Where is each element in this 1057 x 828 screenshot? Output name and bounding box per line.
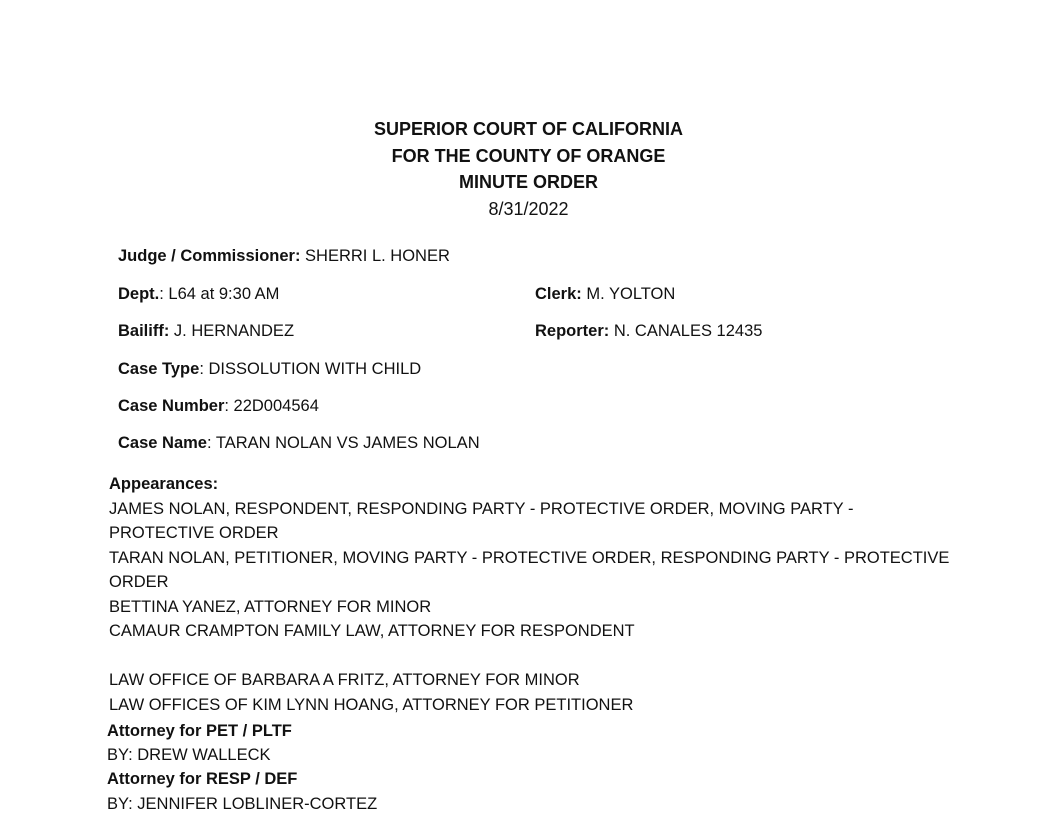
document-header xyxy=(0,116,1057,222)
appearance-line: LAW OFFICE OF BARBARA A FRITZ, ATTORNEY FOR MINOR xyxy=(109,671,580,689)
bailiff-label: Bailiff: xyxy=(118,322,170,340)
dept-label: Dept. xyxy=(118,285,160,303)
pet-attorney-value: BY: DREW WALLECK xyxy=(107,746,271,765)
blank-line xyxy=(109,644,1009,669)
county-name: FOR THE COUNTY OF ORANGE xyxy=(391,145,666,166)
judge-field xyxy=(118,247,450,266)
appearances-section xyxy=(109,472,1009,717)
court-name: SUPERIOR COURT OF CALIFORNIA xyxy=(374,119,683,139)
pet-attorney-label: Attorney for PET / PLTF xyxy=(107,722,292,740)
case-type-field xyxy=(118,360,421,379)
clerk-value: M. YOLTON xyxy=(581,285,676,303)
reporter-value: N. CANALES 12435 xyxy=(609,322,763,340)
clerk-field xyxy=(535,285,675,304)
judge-value: SHERRI L. HONER xyxy=(300,247,450,265)
clerk-label: Clerk: xyxy=(535,285,582,303)
appearance-line: TARAN NOLAN, PETITIONER, MOVING PARTY - PROTECTIVE ORDER, RESPONDING PARTY - PROTECTIVE xyxy=(109,548,950,567)
case-number-value: : 22D004564 xyxy=(224,397,319,415)
case-name-value: : TARAN NOLAN VS JAMES NOLAN xyxy=(206,434,480,452)
dept-field xyxy=(118,285,279,304)
case-name-field xyxy=(118,434,480,453)
case-number-field xyxy=(118,397,319,416)
document-type: MINUTE ORDER xyxy=(459,172,598,192)
attorneys-section xyxy=(107,719,377,816)
appearance-line: PROTECTIVE ORDER xyxy=(109,524,279,542)
bailiff-value: J. HERNANDEZ xyxy=(169,322,295,340)
resp-attorney-label: Attorney for RESP / DEF xyxy=(107,770,298,789)
appearance-line: JAMES NOLAN, RESPONDENT, RESPONDING PARTY - PROTECTIVE ORDER, MOVING PARTY - xyxy=(109,499,854,518)
case-type-value: : DISSOLUTION WITH CHILD xyxy=(199,360,422,378)
appearance-line: LAW OFFICES OF KIM LYNN HOANG, ATTORNEY FOR PETITIONER xyxy=(109,695,634,714)
appearances-title: Appearances: xyxy=(109,475,219,493)
appearance-line: ORDER xyxy=(109,573,169,591)
case-number-label: Case Number xyxy=(118,397,225,415)
appearance-line: CAMAUR CRAMPTON FAMILY LAW, ATTORNEY FOR RESPONDENT xyxy=(109,622,635,640)
case-type-label: Case Type xyxy=(118,360,200,378)
reporter-field xyxy=(535,322,762,341)
case-name-label: Case Name xyxy=(118,434,207,452)
dept-value: : L64 at 9:30 AM xyxy=(159,285,280,303)
resp-attorney-value: BY: JENNIFER LOBLINER-CORTEZ xyxy=(107,794,378,813)
bailiff-field xyxy=(118,322,294,341)
reporter-label: Reporter: xyxy=(535,322,610,340)
judge-label: Judge / Commissioner: xyxy=(118,247,301,265)
appearance-line: BETTINA YANEZ, ATTORNEY FOR MINOR xyxy=(109,597,432,616)
order-date: 8/31/2022 xyxy=(488,198,569,219)
